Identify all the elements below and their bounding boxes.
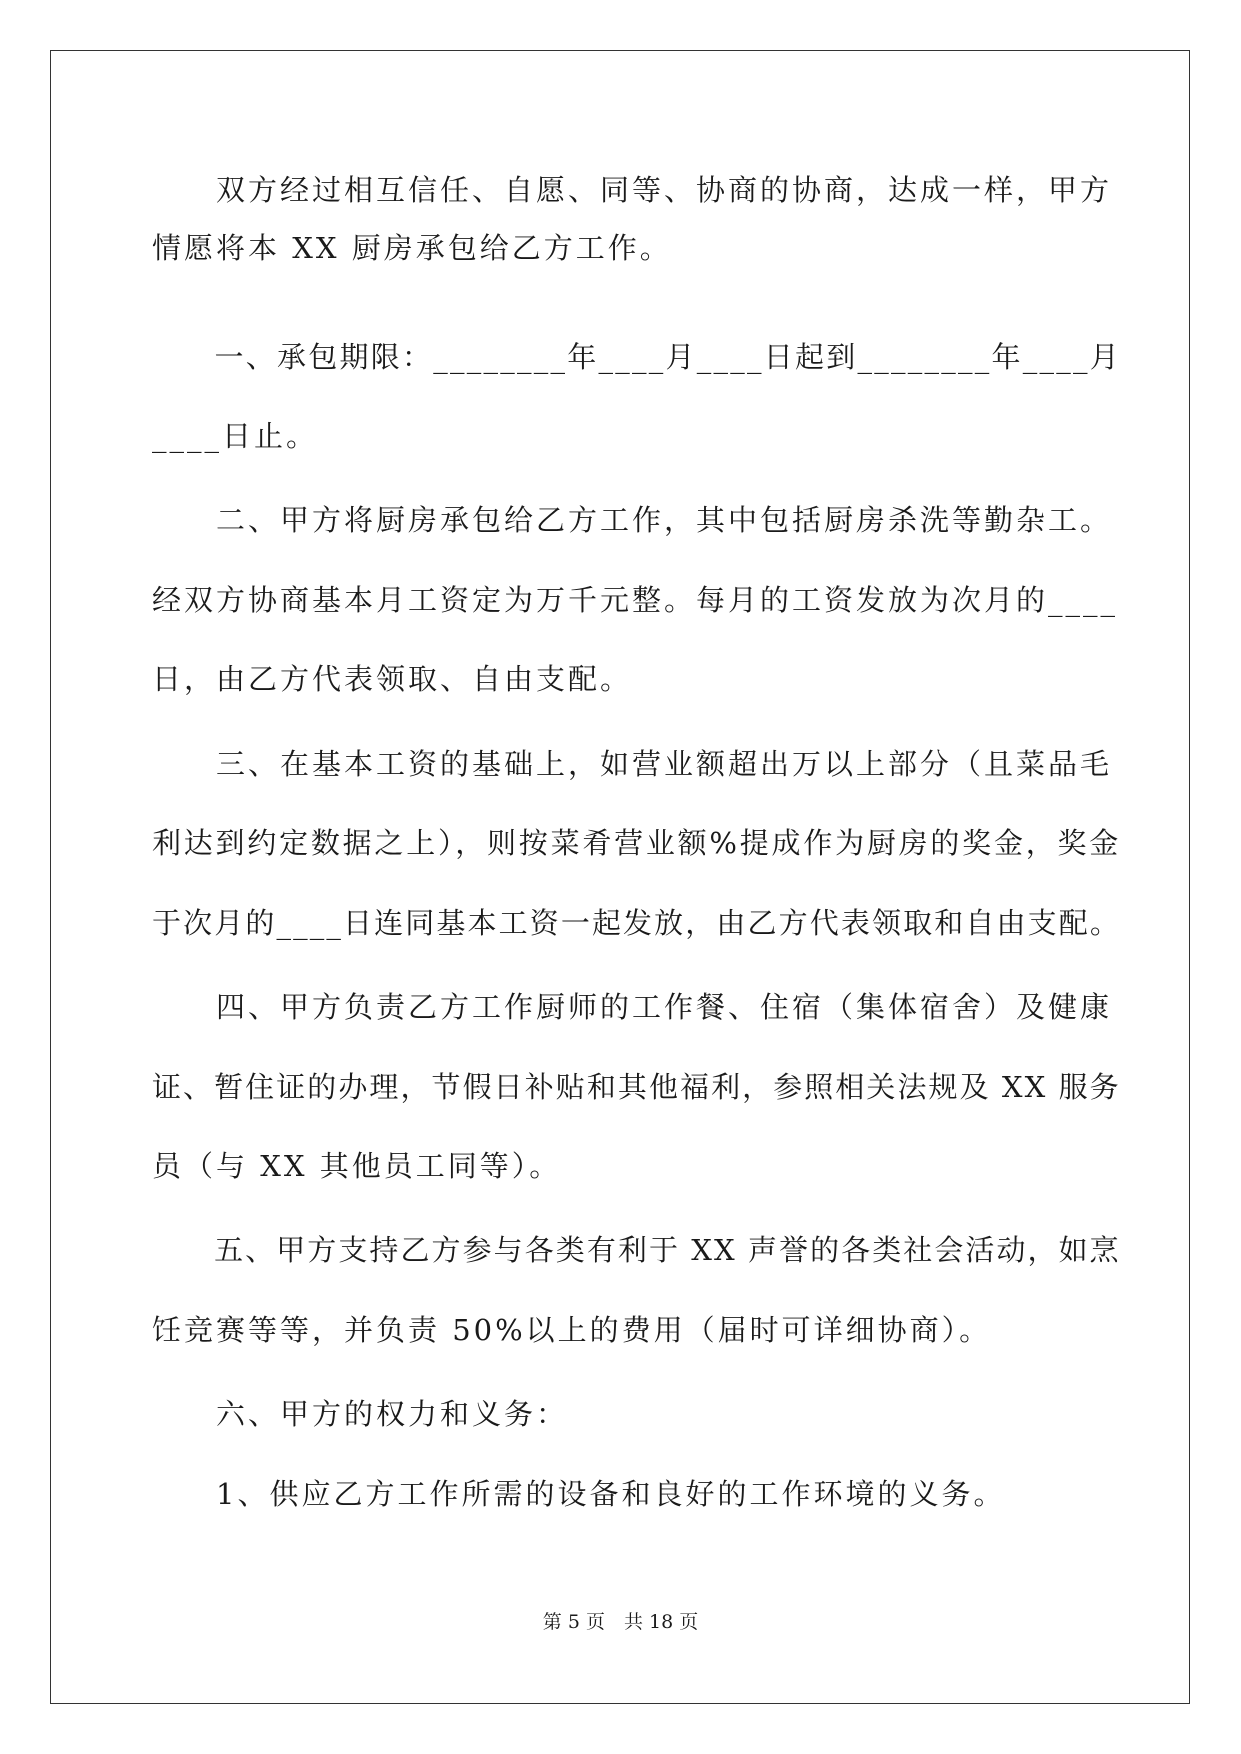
paragraph-line: 五、甲方支持乙方参与各类有利于 XX 声誉的各类社会活动，如烹 bbox=[152, 1233, 1121, 1267]
page-number-footer: 第 5 页 共 18 页 bbox=[542, 1611, 699, 1633]
paragraph-line: 利达到约定数据之上），则按菜肴营业额%提成作为厨房的奖金，奖金 bbox=[152, 826, 1122, 860]
paragraph-line: 三、在基本工资的基础上，如营业额超出万以上部分（且菜品毛 bbox=[152, 747, 1113, 781]
paragraph-line: 一、承包期限：________年____月____日起到________年____月 bbox=[152, 340, 1122, 374]
paragraph-line: 日，由乙方代表领取、自由支配。 bbox=[152, 662, 633, 696]
paragraph-line: 证、暂住证的办理，节假日补贴和其他福利，参照相关法规及 XX 服务 bbox=[152, 1070, 1121, 1104]
page-border bbox=[50, 50, 1190, 1704]
paragraph-line: 1、供应乙方工作所需的设备和良好的工作环境的义务。 bbox=[152, 1477, 1006, 1511]
paragraph-line: 双方经过相互信任、自愿、同等、协商的协商，达成一样，甲方 bbox=[152, 173, 1113, 207]
paragraph-line: ____日止。 bbox=[152, 419, 319, 453]
paragraph-line: 四、甲方负责乙方工作厨师的工作餐、住宿（集体宿舍）及健康 bbox=[152, 990, 1113, 1024]
paragraph-line: 经双方协商基本月工资定为万千元整。每月的工资发放为次月的____ bbox=[152, 583, 1119, 617]
paragraph-line: 饪竞赛等等，并负责 50%以上的费用（届时可详细协商）。 bbox=[152, 1313, 992, 1347]
paragraph-line: 员（与 XX 其他员工同等）。 bbox=[152, 1149, 562, 1183]
paragraph-line: 六、甲方的权力和义务： bbox=[152, 1397, 569, 1431]
paragraph-line: 于次月的____日连同基本工资一起发放，由乙方代表领取和自由支配。 bbox=[152, 906, 1122, 940]
paragraph-line: 二、甲方将厨房承包给乙方工作，其中包括厨房杀洗等勤杂工。 bbox=[152, 503, 1113, 537]
paragraph-line: 情愿将本 XX 厨房承包给乙方工作。 bbox=[152, 231, 672, 265]
